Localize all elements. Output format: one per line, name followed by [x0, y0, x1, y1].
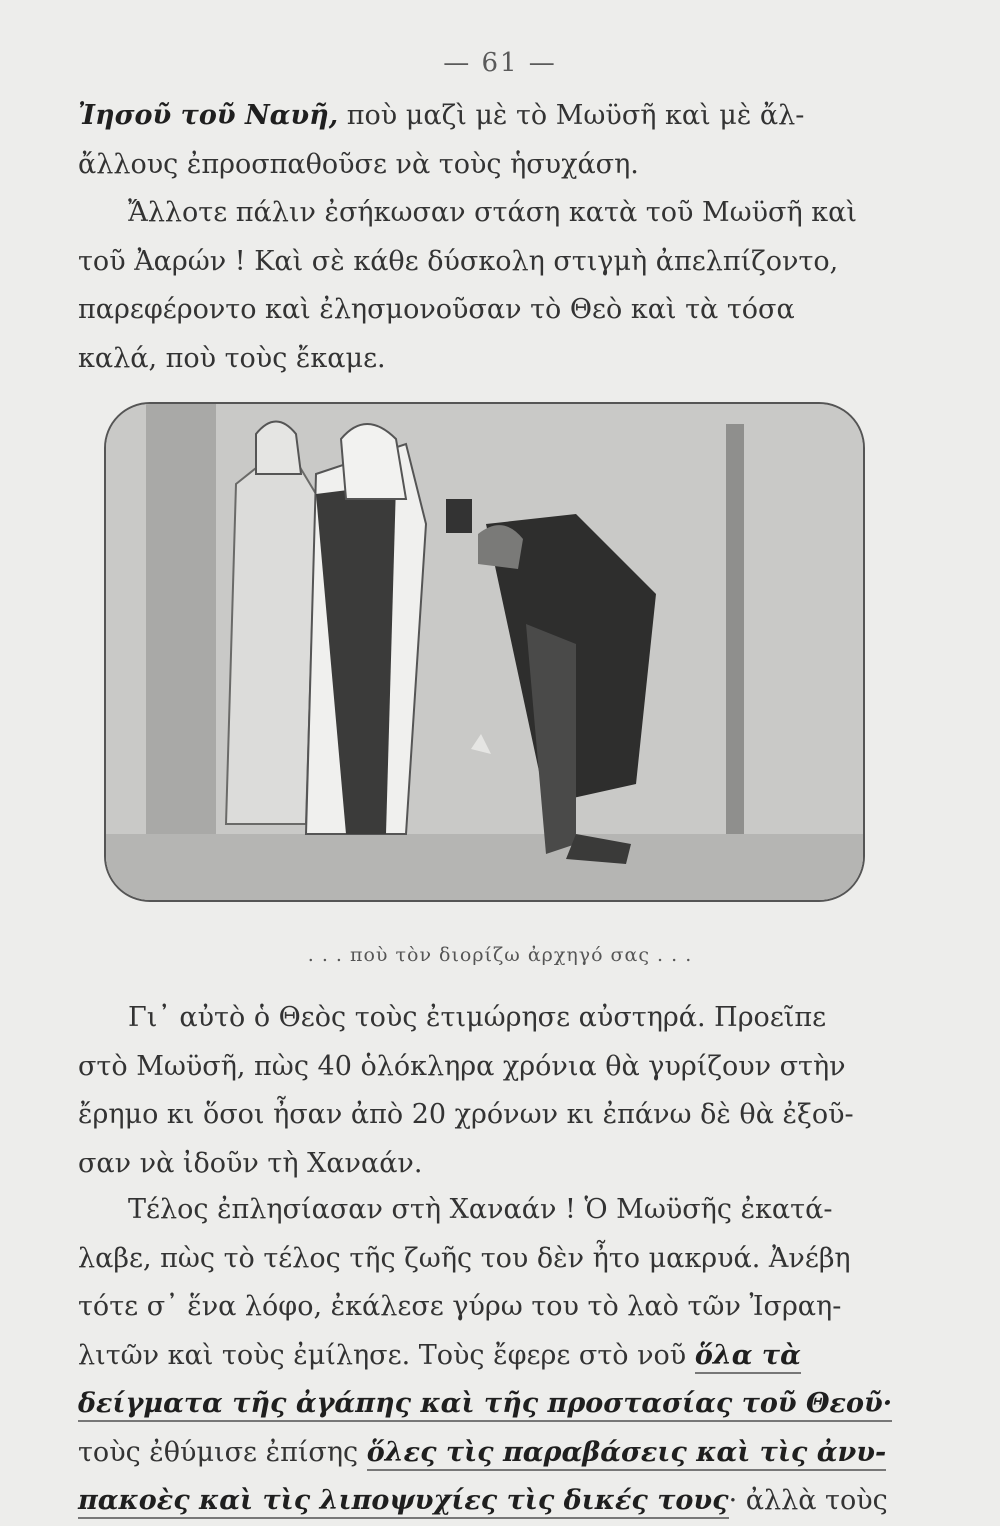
emphasis-all-the: ὅλα τὰ	[695, 1340, 801, 1374]
name-joshua: Ἰησοῦ τοῦ Ναυῆ,	[78, 100, 339, 131]
paragraph-3	[78, 1186, 893, 1526]
paragraph-2	[78, 994, 876, 1188]
paragraph-3-line-1: Τέλος ἐπλησίασαν στὴ Χαναάν ! Ὁ Μωϋσῆς ἐκατά-	[128, 1194, 833, 1225]
page-number: — 61 —	[443, 48, 557, 78]
paragraph-3-line-6: τοὺς ἐθύμισε ἐπίσης ὅλες τὶς παραβάσεις καὶ τὶς ἀνυ-	[78, 1429, 876, 1478]
paragraph-3-line-2: λαβε, πὼς τὸ τέλος τῆς ζωῆς του δὲν ἦτο μακρυά. Ἀνέβη	[78, 1242, 851, 1274]
paragraph-2-line-3: ἔρημο κι ὅσοι ἦσαν ἀπὸ 20 χρόνων κι ἐπάνω δὲ θὰ ἐξοῦ-	[78, 1099, 854, 1130]
emphasis-transgressions: ὅλες τὶς παραβάσεις καὶ τὶς ἀνυ-	[367, 1437, 886, 1471]
paragraph-3-line-3: τότε σ᾽ ἕνα λόφο, ἐκάλεσε γύρω του τὸ λαὸ τῶν Ἰσραη-	[78, 1291, 842, 1322]
paragraph-1-line-4: τοῦ Ἀαρών ! Καὶ σὲ κάθε δύσκολη στιγμὴ ἀπελπίζοντο,	[78, 245, 839, 277]
illustration-figures	[106, 404, 863, 900]
illustration-photo	[104, 402, 865, 902]
emphasis-disobediences: πακοὲς καὶ τὶς λιποψυχίες τὶς δικές τους	[78, 1485, 729, 1519]
paragraph-3-line-4: λιτῶν καὶ τοὺς ἐμίλησε. Τοὺς ἔφερε στὸ νοῦ ὅλα τὰ	[78, 1332, 876, 1381]
paragraph-1-line-1: Ἰησοῦ τοῦ Ναυῆ, ποὺ μαζὶ μὲ τὸ Μωϋσῆ καὶ μὲ ἄλ-	[78, 100, 805, 131]
paragraph-2-line-1: Γι᾽ αὐτὸ ὁ Θεὸς τοὺς ἐτιμώρησε αὐστηρά. Προεῖπε	[128, 1002, 827, 1033]
paragraph-1-line-6: καλά, ποὺ τοὺς ἔκαμε.	[78, 342, 386, 374]
emphasis-signs-of-love: δείγματα τῆς ἀγάπης καὶ τῆς προστασίας τοῦ Θεοῦ·	[78, 1388, 892, 1422]
paragraph-1-line-5: παρεφέροντο καὶ ἐλησμονοῦσαν τὸ Θεὸ καὶ τὰ τόσα	[78, 294, 795, 325]
paragraph-3-line-5	[78, 1380, 893, 1429]
paragraph-2-line-4: σαν νὰ ἰδοῦν τὴ Χαναάν.	[78, 1147, 423, 1179]
paragraph-1-line-2: ἄλλους ἐπροσπαθοῦσε νὰ τοὺς ἡσυχάση.	[78, 148, 639, 180]
paragraph-2-line-2: στὸ Μωϋσῆ, πὼς 40 ὁλόκληρα χρόνια θὰ γυρίζουν στὴν	[78, 1050, 846, 1082]
paragraph-3-line-7: πακοὲς καὶ τὶς λιποψυχίες τὶς δικές τους· ἀλλὰ τοὺς	[78, 1477, 876, 1526]
figure-caption: . . . ποὺ τὸν διορίζω ἀρχηγό σας . . .	[307, 944, 693, 966]
paragraph-1-line-3: Ἄλλοτε πάλιν ἐσήκωσαν στάση κατὰ τοῦ Μωϋσῆ καὶ	[128, 197, 857, 228]
paragraph-1	[78, 92, 876, 383]
